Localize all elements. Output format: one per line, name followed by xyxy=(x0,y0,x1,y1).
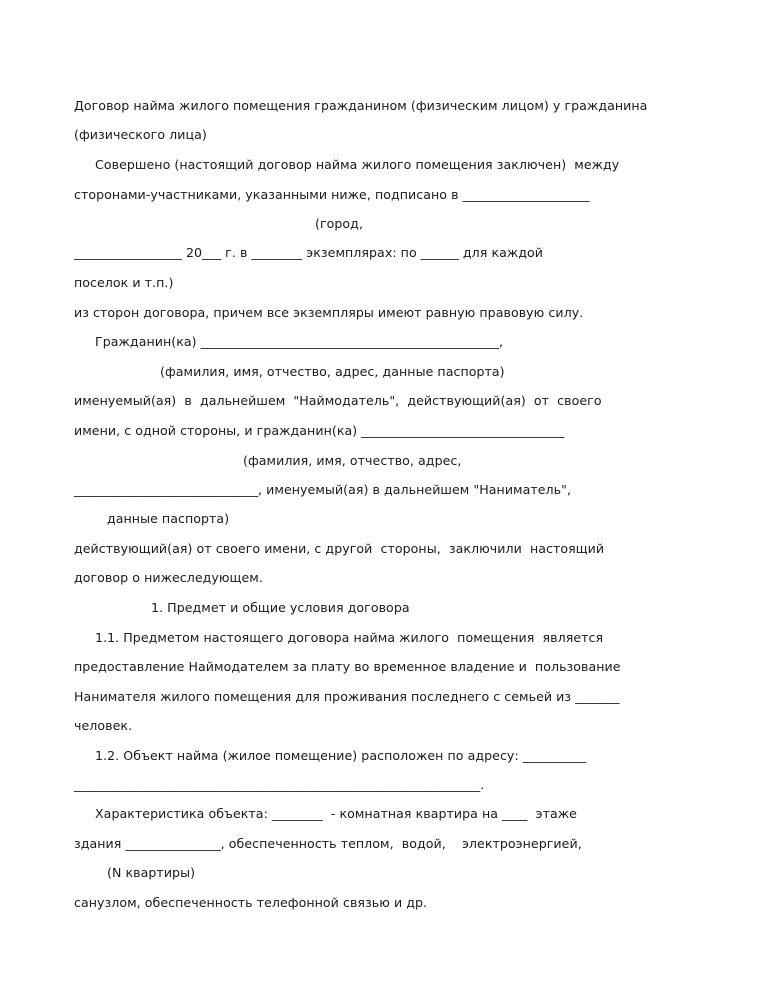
text-line: договор о нижеследующем. xyxy=(74,570,263,585)
text-line: человек. xyxy=(74,718,133,733)
document-title-line-2: (физического лица) xyxy=(74,127,207,142)
text-line: 1.2. Объект найма (жилое помещение) расположен по адресу: __________ xyxy=(95,748,587,763)
document-title-line-1: Договор найма жилого помещения гражданином (физическим лицом) у гражданина xyxy=(74,98,648,113)
field-caption: (фамилия, имя, отчество, адрес, данные паспорта) xyxy=(160,364,505,379)
text-line: 1.1. Предметом настоящего договора найма жилого помещения является xyxy=(95,630,604,645)
field-caption: (N квартиры) xyxy=(107,865,196,880)
text-line: действующий(ая) от своего имени, с другой стороны, заключили настоящий xyxy=(74,541,605,556)
text-line: ________________________________________________________________. xyxy=(74,777,485,792)
text-line: _____________________________, именуемый(ая) в дальнейшем "Наниматель", xyxy=(74,482,572,497)
section-heading: 1. Предмет и общие условия договора xyxy=(151,600,410,615)
text-line: Совершено (настоящий договор найма жилого помещения заключен) между xyxy=(95,157,620,172)
text-line: Характеристика объекта: ________ - комнатная квартира на ____ этаже xyxy=(95,806,577,821)
text-line: сторонами-участниками, указанными ниже, подписано в ____________________ xyxy=(74,187,590,202)
text-line: Нанимателя жилого помещения для проживания последнего с семьей из _______ xyxy=(74,689,620,704)
text-line: здания _______________, обеспеченность теплом, водой, электроэнергией, xyxy=(74,836,582,851)
field-caption: (фамилия, имя, отчество, адрес, xyxy=(243,453,462,468)
text-line: предоставление Наймодателем за плату во временное владение и пользование xyxy=(74,659,621,674)
text-line: имени, с одной стороны, и гражданин(ка) ________________________________ xyxy=(74,423,565,438)
text-line: из сторон договора, причем все экземпляры имеют равную правовую силу. xyxy=(74,305,584,320)
field-caption: поселок и т.п.) xyxy=(74,275,174,290)
text-line: санузлом, обеспеченность телефонной связью и др. xyxy=(74,895,428,910)
text-line: Гражданин(ка) _______________________________________________, xyxy=(95,334,504,349)
field-caption: данные паспорта) xyxy=(107,511,230,526)
field-caption: (город, xyxy=(315,216,363,231)
text-line: _________________ 20___ г. в ________ экземплярах: по ______ для каждой xyxy=(74,245,544,260)
text-line: именуемый(ая) в дальнейшем "Наймодатель", действующий(ая) от своего xyxy=(74,393,602,408)
